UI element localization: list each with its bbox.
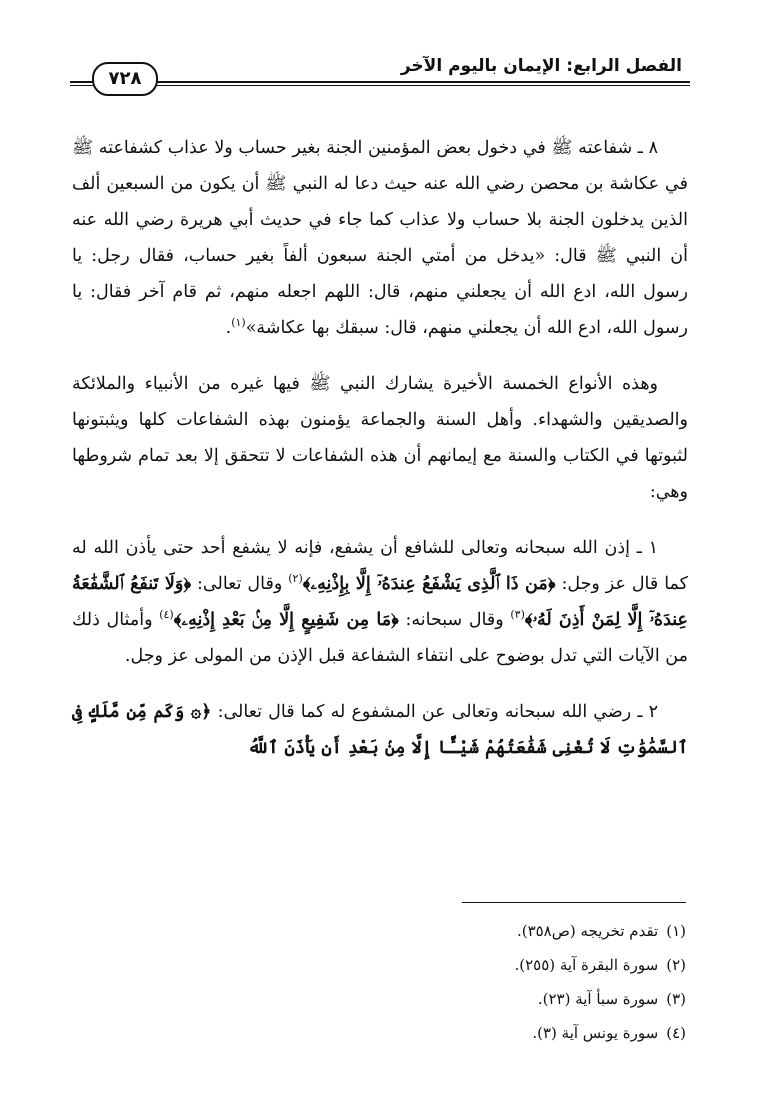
paragraph-five-types: وهذه الأنواع الخمسة الأخيرة يشارك النبي ﷺ فيها غيره من الأنبياء والملائكة والصديقين والشهداء. وأهل السنة والجماعة يؤمنون بهذه الشفاعات كلها ويثبتونها لثبوتها في الكتاب والسنة مع إيمانهم أن هذه الشفاعات لا تتحقق إلا بعد تمام شروطها وهي: — [72, 374, 688, 502]
header-rule — [70, 81, 690, 86]
quran-verse: ﴿مَن ذَا ٱلَّذِى يَشْفَعُ عِندَهُۥٓ إِلَّا بِإِذْنِهِۦ﴾ — [302, 574, 556, 594]
footnote-ref-2: (٢) — [288, 572, 303, 586]
footnote-text: سورة البقرة آية (٢٥٥). — [514, 956, 659, 974]
footnote — [186, 948, 686, 982]
paragraph-condition-1 — [72, 530, 688, 674]
paragraph-text: ١ ـ إذن الله سبحانه وتعالى للشافع أن يشفع، فإنه لا يشفع أحد حتى يأذن الله له كما قال عز وجل: — [72, 538, 688, 594]
quran-verse: ﴿مَا مِن شَفِيعٍ إِلَّا مِنۢ بَعْدِ إِذْنِهِۦ﴾ — [173, 610, 399, 630]
footnote-number: (٤) — [666, 1024, 686, 1042]
paragraph-condition-2 — [72, 694, 688, 766]
footnote-number: (١) — [666, 922, 686, 940]
footnote-ref-1: (١) — [231, 316, 246, 330]
running-header — [70, 48, 690, 94]
footnote — [186, 982, 686, 1016]
paragraph-text: وقال سبحانه: — [405, 610, 504, 630]
paragraph-text: وقال تعالى: — [197, 574, 283, 594]
footnote — [186, 1016, 686, 1050]
page-number: ٧٢٨ — [92, 62, 158, 96]
footnote-ref-4: (٤) — [159, 608, 174, 622]
footnote-number: (٢) — [666, 956, 686, 974]
footnote-text: سورة يونس آية (٣). — [532, 1024, 659, 1042]
footnotes — [186, 914, 686, 1050]
footnote-ref-3: (٣) — [510, 608, 525, 622]
footnote-text: تقدم تخريجه (ص٣٥٨). — [516, 922, 659, 940]
footnote-separator — [462, 902, 686, 903]
paragraph-text: وأمثال ذلك من الآيات التي تدل بوضوح على انتفاء الشفاعة قبل الإذن من المولى عز وجل. — [72, 610, 688, 666]
paragraph-text-end: . — [225, 318, 232, 338]
footnote — [186, 914, 686, 948]
quran-verse: ﴿۞ وَكَم مِّن مَّلَكٍ فِى ٱلسَّمَٰوَٰتِ لَا تُغْنِى شَفَٰعَتُهُمْ شَيْـًٔا إِلَّا مِنۢ بَعْدِ أَن يَأْذَنَ ٱللَّهُ — [72, 702, 688, 758]
paragraph-text: ٨ ـ شفاعته ﷺ في دخول بعض المؤمنين الجنة بغير حساب ولا عذاب كشفاعته ﷺ في عكاشة بن محصن رضي الله عنه حيث دعا له النبي ﷺ أن يكون من السبعين ألف الذين يدخلون الجنة بلا حساب ولا عذاب كما جاء في حديث أبي هريرة رضي الله عنه أن النبي ﷺ قال: «يدخل من أمتي الجنة سبعون ألفاً بغير حساب، فقال رجل: يا رسول الله، ادع الله أن يجعلني منهم، قال: اللهم اجعله منهم، ثم قام آخر فقال: يا رسول الله، ادع الله أن يجعلني منهم، قال: سبقك بها عكاشة» — [72, 138, 688, 338]
quran-verse: ﴿وَلَا تَنفَعُ ٱلشَّفَٰعَةُ عِندَهُۥٓ إِلَّا لِمَنْ أَذِنَ لَهُۥ﴾ — [72, 574, 688, 630]
paragraph-intercession-8 — [72, 130, 688, 346]
paragraph-text: ٢ ـ رضي الله سبحانه وتعالى عن المشفوع له كما قال تعالى: — [217, 702, 658, 722]
chapter-title: الفصل الرابع: الإيمان باليوم الآخر — [400, 56, 682, 76]
main-text — [72, 130, 688, 786]
footnote-text: سورة سبأ آية (٢٣). — [537, 990, 659, 1008]
footnote-number: (٣) — [666, 990, 686, 1008]
